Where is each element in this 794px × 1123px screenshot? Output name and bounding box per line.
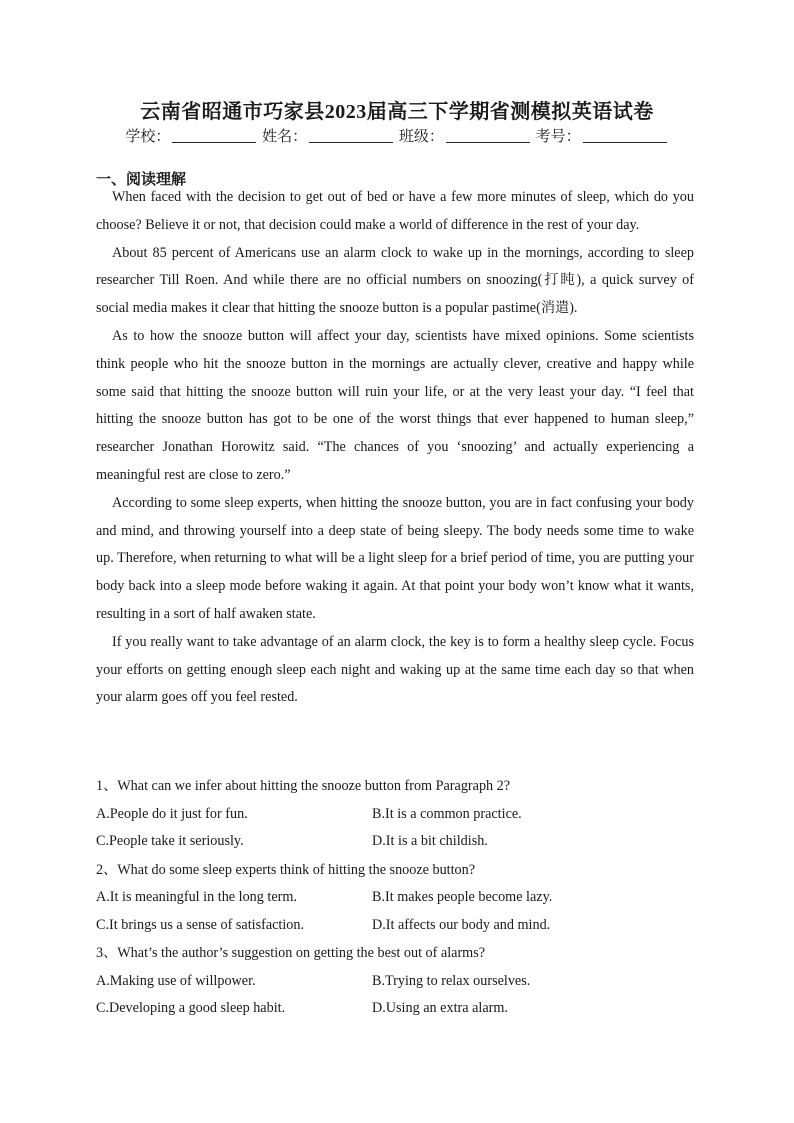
option-row [96,912,694,940]
student-info-line [0,125,794,146]
option-row [96,801,694,829]
question-stem: 1、What can we infer about hitting the snooze button from Paragraph 2? [96,778,511,794]
passage-paragraph: About 85 percent of Americans use an alarm clock to wake up in the mornings, according to sleep researcher Till Roen. And while there are no official numbers on snoozing(打盹), a quick survey of social media makes it clear that hitting the snooze button is a popular pastime(消遣). [96,244,694,317]
passage-paragraph: If you really want to take advantage of an alarm clock, the key is to form a healthy sleep cycle. Focus your efforts on getting enough sleep each night and waking up at the same time each day so that when your alarm goes off you feel rested. [96,633,694,706]
section-heading: 一、阅读理解 [96,172,187,188]
option-a[interactable]: A.It is meaningful in the long term. [96,889,297,905]
option-d[interactable]: D.It is a bit childish. [372,833,488,849]
page-title: 云南省昭通市巧家县2023届高三下学期省测模拟英语试卷 [140,101,654,123]
number-blank[interactable] [583,128,667,143]
option-a[interactable]: A.Making use of willpower. [96,972,256,989]
option-row [96,995,694,1023]
school-label: 学校： [125,129,171,145]
question-list [96,772,694,1023]
option-row [96,828,694,856]
passage-paragraph: As to how the snooze button will affect your day, scientists have mixed opinions. Some scientists think people who hit the snooze button in the mornings are actually clever, creative and happy while some said that hitting the snooze button will ruin your life, or at the very least your day. “I feel that hitting the snooze button has got to be one of the worst things that ever happened to human sleep,” researcher Jonathan Horowitz said. “The chances of you ‘snoozing’ and actually experiencing a meaningful rest are close to zero.” [96,327,694,483]
question-stem: 3、What’s the author’s suggestion on getting the best out of alarms? [96,945,486,961]
option-d[interactable]: D.It affects our body and mind. [372,916,551,933]
reading-passage [96,184,694,712]
option-c[interactable]: C.People take it seriously. [96,833,244,849]
option-row [96,884,694,912]
passage-paragraph: When faced with the decision to get out of bed or have a few more minutes of sleep, which do you choose? Believe it or not, that decision could make a world of difference in the rest of your day. [96,189,694,233]
option-c[interactable]: C.Developing a good sleep habit. [96,1000,286,1016]
option-b[interactable]: B.It makes people become lazy. [372,889,553,905]
class-blank[interactable] [446,128,530,143]
option-d[interactable]: D.Using an extra alarm. [372,1000,508,1016]
class-label: 班级： [398,129,444,145]
option-a[interactable]: A.People do it just for fun. [96,805,248,822]
option-b[interactable]: B.It is a common practice. [372,805,522,822]
question-stem: 2、What do some sleep experts think of hitting the snooze button? [96,861,476,878]
option-row [96,968,694,996]
name-label: 姓名： [262,129,308,145]
school-blank[interactable] [172,128,256,143]
option-c[interactable]: C.It brings us a sense of satisfaction. [96,916,305,933]
name-blank[interactable] [309,128,393,143]
option-b[interactable]: B.Trying to relax ourselves. [372,972,531,989]
passage-paragraph: According to some sleep experts, when hitting the snooze button, you are in fact confusing your body and mind, and throwing yourself into a deep state of being sleepy. The body needs some time to wake up. Therefore, when returning to what will be a light sleep for a brief period of time, you are putting your body back into a sleep mode before waking it again. At that point your body won’t know what it wants, resulting in a sort of half awaken state. [96,494,694,622]
number-label: 考号： [535,129,581,145]
